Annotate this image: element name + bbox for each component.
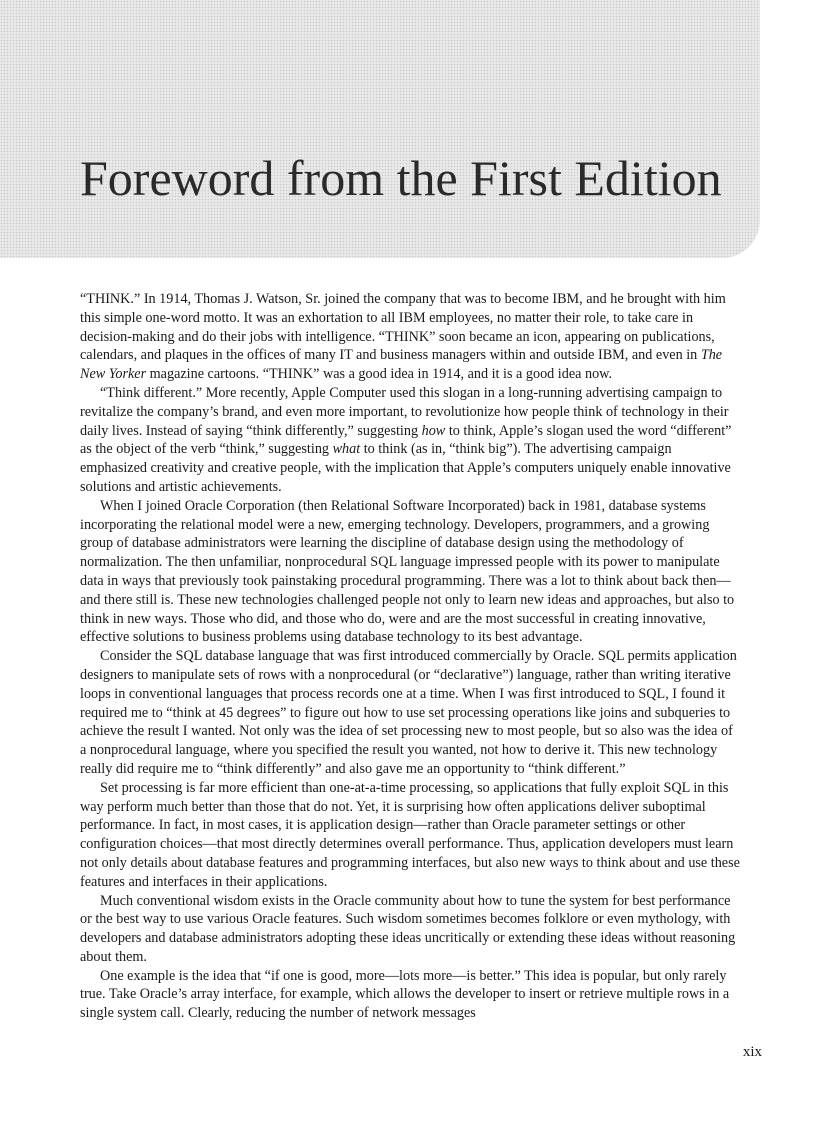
paragraph	[80, 892, 740, 967]
paragraph-text: to think, Apple’s slogan used the word “different” as the object of the verb “think,” suggesting	[80, 422, 732, 458]
foreword-body	[80, 290, 740, 1023]
paragraph-text: magazine cartoons. “THINK” was a good idea in 1914, and it is a good idea now.	[146, 366, 613, 383]
paragraph-text: Set processing is far more efficient than one-at-a-time processing, so applications that fully exploit SQL in this way perform much better than those that do not. Yet, it is surprising how often applications deliver suboptimal performance. In fact, in most cases, it is application design—rather than Oracle parameter settings or other configuration choices—that most directly determines overall performance. Thus, application developers must learn not only details about database features and programming interfaces, but also new ways to think about and use these features and interfaces in their applications.	[80, 779, 740, 890]
paragraph	[80, 497, 740, 647]
page-title: Foreword from the First Edition	[80, 150, 722, 206]
paragraph-text: Consider the SQL database language that was first introduced commercially by Oracle. SQL permits application designers to manipulate sets of rows with a nonprocedural (or “declarative”) language, rather than writing iterative loops in conventional languages that process records one at a time. When I was first introduced to SQL, I found it required me to “think at 45 degrees” to figure out how to use set processing operations like joins and subqueries to achieve the result I wanted. Not only was the idea of set processing new to most people, but so also was the idea of a nonprocedural language, where you specified the result you wanted, not how to derive it. This new technology really did require me to “think differently” and also gave me an opportunity to “think different.”	[80, 648, 737, 777]
title-banner	[0, 0, 760, 258]
paragraph	[80, 647, 740, 779]
page-number: xix	[742, 1044, 762, 1060]
paragraph-text: When I joined Oracle Corporation (then Relational Software Incorporated) back in 1981, database systems incorporating the relational model were a new, emerging technology. Developers, programmers, and a growing group of database administrators were learning the discipline of database design using the methodology of normalization. The then unfamiliar, nonprocedural SQL language impressed people with its power to manipulate data in ways that previously took painstaking procedural programming. There was a lot to think about back then—and there still is. These new technologies challenged people not only to learn new ideas and approaches, but also to think in new ways. Those who did, and those who do, were and are the most successful in creating innovative, effective solutions to business problems using database technology to its best advantage.	[80, 497, 735, 646]
paragraph-text: Much conventional wisdom exists in the Oracle community about how to tune the system for best performance or the best way to use various Oracle features. Such wisdom sometimes becomes folklore or even mythology, with developers and database administrators adopting these ideas uncritically or extending these ideas without reasoning about them.	[80, 892, 736, 965]
paragraph	[80, 779, 740, 892]
italic-text: how	[421, 422, 446, 439]
paragraph	[80, 290, 740, 384]
paragraph-text: One example is the idea that “if one is good, more—lots more—is better.” This idea is popular, but only rarely true. Take Oracle’s array interface, for example, which allows the developer to insert or retrieve multiple rows in a single system call. Clearly, reducing the number of network messages	[80, 967, 730, 1022]
paragraph-text: “Think different.” More recently, Apple Computer used this slogan in a long-running advertising campaign to revitalize the company’s brand, and even more important, to revolutionize how people think of technology in their daily lives. Instead of saying “think differently,” suggesting	[80, 384, 729, 439]
paragraph-text: “THINK.” In 1914, Thomas J. Watson, Sr. joined the company that was to become IBM, and he brought with him this simple one-word motto. It was an exhortation to all IBM employees, no matter their role, to take care in decision-making and do their jobs with intelligence. “THINK” soon became an icon, appearing on publications, calendars, and plaques in the offices of many IT and business managers within and outside IBM, and even in	[80, 291, 726, 364]
paragraph	[80, 967, 740, 1023]
italic-text: The New Yorker	[80, 347, 723, 383]
paragraph-text: to think (as in, “think big”). The advertising campaign emphasized creativity and creative people, with the implication that Apple’s computers uniquely enable innovative solutions and artistic achievements.	[80, 441, 731, 495]
italic-text: what	[332, 441, 361, 458]
paragraph	[80, 384, 740, 497]
